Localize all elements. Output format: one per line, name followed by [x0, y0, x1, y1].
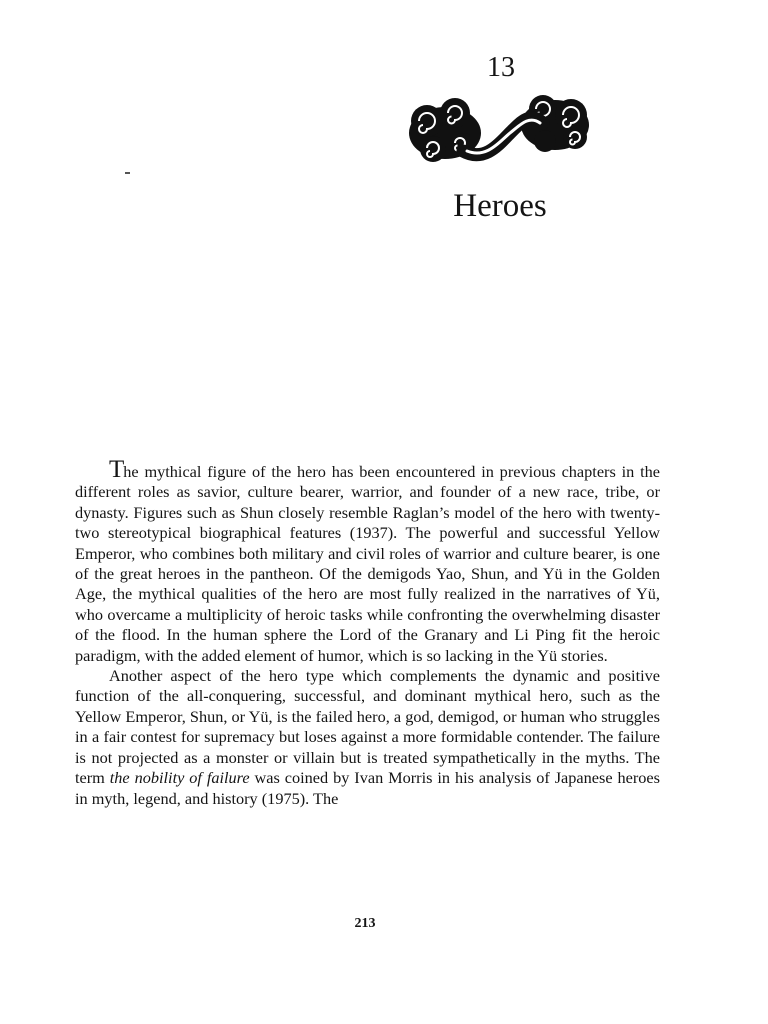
paragraph-1 — [75, 456, 660, 666]
drop-cap: T — [109, 456, 125, 483]
body-text — [75, 456, 660, 809]
chapter-number: 13 — [487, 52, 515, 83]
chapter-title: Heroes — [453, 188, 547, 224]
paragraph-2-text-b: was coined by Ivan Morris in his analysis of Japanese heroes in myth, legend, and history (1975). The — [75, 768, 660, 808]
page-number: 213 — [354, 916, 376, 931]
paragraph-1-text: he mythical figure of the hero has been encountered in previous chapters in the different roles as savior, culture bearer, warrior, and founder of a new race, tribe, or dynasty. Figures such as Shun closely resemble Raglan’s model of the hero with twenty-two stereotypical biographical features (1937). The powerful and successful Yellow Emperor, who combines both military and civil roles of warrior and culture bearer, is one of the great heroes in the pantheon. Of the demigods Yao, Shun, and Yü in the Golden Age, the mythical qualities of the hero are most fully realized in the narratives of Yü, who overcame a multiplicity of heroic tasks while confronting the overwhelming disaster of the flood. In the human sphere the Lord of the Granary and Li Ping fit the heroic paradigm, with the added element of humor, which is so lacking in the Yü stories. — [75, 462, 660, 665]
paragraph-2-italic-term: the nobility of failure — [109, 768, 250, 788]
stray-mark — [125, 172, 130, 174]
cloud-scroll-ornament-icon — [405, 93, 595, 165]
paragraph-2 — [75, 666, 660, 809]
paragraph-2-text-a: Another aspect of the hero type which complements the dynamic and positive function of the all-conquering, successful, and dominant mythical hero, such as the Yellow Emperor, Shun, or Yü, is the failed hero, a god, demigod, or human who struggles in a fair contest for supremacy but loses against a more formidable contender. The failure is not projected as a monster or villain but is treated sympathetically in the myths. The term — [75, 666, 660, 788]
